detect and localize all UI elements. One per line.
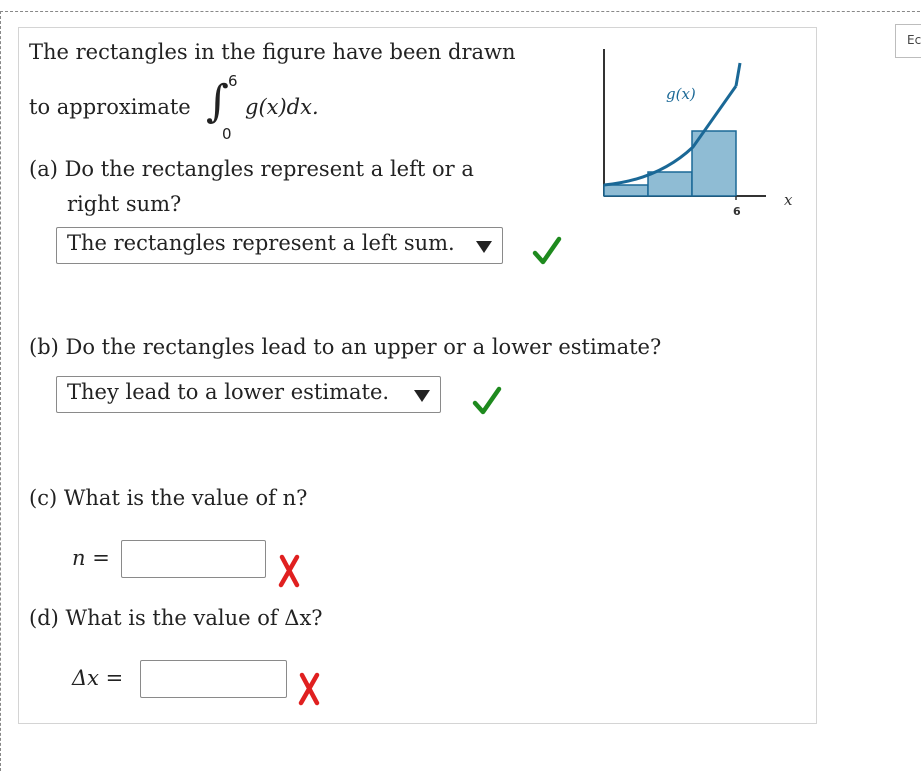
intro-line-2: to approximate: [29, 95, 191, 119]
part-b-prompt: (b) Do the rectangles lead to an upper or a lower estimate?: [29, 335, 662, 359]
part-c-label: n =: [72, 546, 110, 570]
check-icon: [472, 386, 502, 416]
x-mark-icon: [297, 672, 321, 706]
integral-icon: ∫: [206, 76, 229, 127]
intro-line-1: The rectangles in the figure have been drawn: [29, 40, 516, 64]
part-b-dropdown[interactable]: [56, 376, 441, 413]
x-mark-icon: [277, 554, 301, 588]
part-d-prompt: (d) What is the value of Δx?: [29, 606, 323, 630]
part-a-dropdown[interactable]: [56, 227, 503, 264]
delta-x-input[interactable]: [140, 660, 287, 698]
part-a-prompt-line-2: right sum?: [67, 192, 182, 216]
check-icon: [532, 236, 562, 266]
integral-lower-limit: 0: [222, 125, 232, 143]
rectangle-2: [648, 172, 692, 196]
integrand: g(x)dx.: [245, 95, 319, 119]
curve-g-extension: [736, 63, 740, 86]
part-b-dropdown-value: They lead to a lower estimate.: [67, 380, 390, 404]
dropdown-arrow-icon: [476, 241, 492, 253]
integral-upper-limit: 6: [228, 72, 238, 90]
n-input[interactable]: [121, 540, 266, 578]
rectangle-1: [604, 185, 648, 196]
edit-button[interactable]: Ec: [895, 24, 921, 58]
riemann-sum-graph: [598, 44, 808, 219]
tick-label-6: 6: [733, 205, 741, 218]
part-a-dropdown-value: The rectangles represent a left sum.: [67, 231, 455, 255]
dropdown-arrow-icon: [414, 390, 430, 402]
part-d-label: Δx =: [72, 666, 124, 690]
part-c-prompt: (c) What is the value of n?: [29, 486, 308, 510]
x-axis-label: x: [784, 191, 793, 209]
curve-label: g(x): [666, 85, 696, 103]
part-a-prompt-line-1: (a) Do the rectangles represent a left or a: [29, 157, 474, 181]
